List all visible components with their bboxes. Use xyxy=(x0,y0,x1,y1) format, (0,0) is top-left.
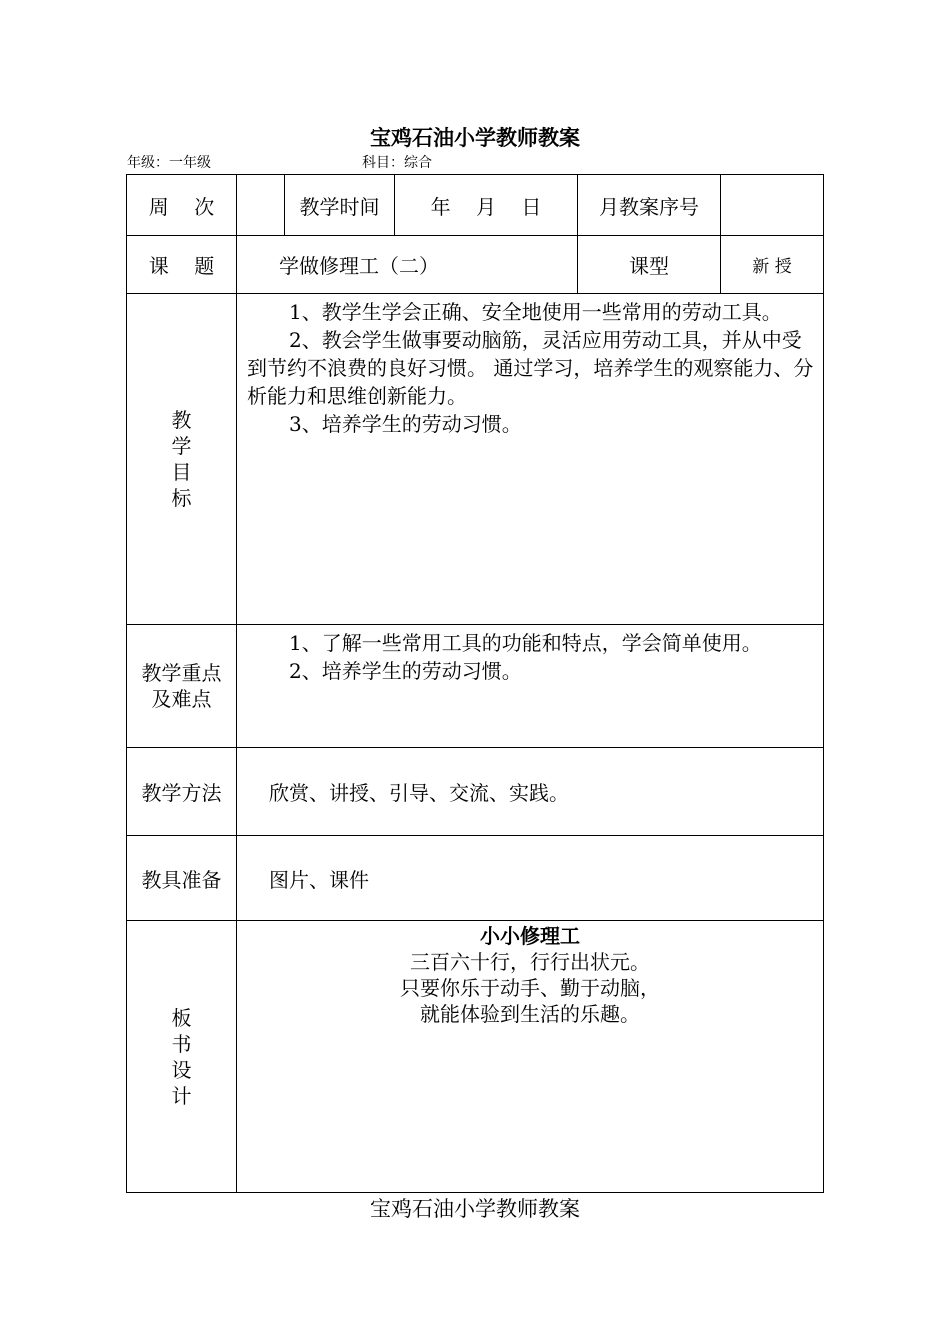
sequence-label: 月教案序号 xyxy=(578,175,721,236)
header-row xyxy=(127,175,824,236)
objectives-content xyxy=(237,294,824,625)
date-field: 年 月 日 xyxy=(395,175,578,236)
methods-value: 欣赏、讲授、引导、交流、实践。 xyxy=(237,748,824,836)
materials-label: 教具准备 xyxy=(127,836,237,921)
key-point-item: 2、培养学生的劳动习惯。 xyxy=(289,659,522,683)
objective-item: 3、培养学生的劳动习惯。 xyxy=(289,412,522,436)
objectives-label: 教 学 目 标 xyxy=(127,294,237,625)
subject-label: 科目：综合 xyxy=(362,155,432,171)
topic-label: 课 题 xyxy=(127,236,237,294)
methods-row xyxy=(127,748,824,836)
board-title: 小小修理工 xyxy=(480,924,580,948)
board-design-content xyxy=(237,921,824,1193)
topic-row xyxy=(127,236,824,294)
board-design-row xyxy=(127,921,824,1193)
page-footer: 宝鸡石油小学教师教案 xyxy=(370,1197,580,1221)
grade-label: 年级：一年级 xyxy=(127,155,211,171)
lesson-plan-table xyxy=(126,174,824,1193)
materials-value: 图片、课件 xyxy=(237,836,824,921)
lesson-type-value: 新 授 xyxy=(721,236,824,294)
lesson-type-label: 课型 xyxy=(578,236,721,294)
board-line: 三百六十行，行行出状元。 xyxy=(410,950,650,974)
objective-item: 2、教会学生做事要动脑筋，灵活应用劳动工具，并从中受到节约不浪费的良好习惯。 通过学习，培养学生的观察能力、分析能力和思维创新能力。 xyxy=(247,328,814,408)
board-line: 只要你乐于动手、勤于动脑， xyxy=(400,976,660,1000)
sequence-value xyxy=(721,175,824,236)
objective-item: 1、教学生学会正确、安全地使用一些常用的劳动工具。 xyxy=(289,300,782,324)
key-points-row xyxy=(127,625,824,748)
key-points-content xyxy=(237,625,824,748)
objectives-row xyxy=(127,294,824,625)
board-design-label: 板 书 设 计 xyxy=(127,921,237,1193)
methods-label: 教学方法 xyxy=(127,748,237,836)
teaching-time-label: 教学时间 xyxy=(285,175,395,236)
key-points-label: 教学重点 及难点 xyxy=(127,625,237,748)
page-title: 宝鸡石油小学教师教案 xyxy=(370,126,580,150)
materials-row xyxy=(127,836,824,921)
topic-value: 学做修理工（二） xyxy=(237,236,578,294)
key-point-item: 1、了解一些常用工具的功能和特点，学会简单使用。 xyxy=(289,631,762,655)
week-value xyxy=(237,175,285,236)
week-label: 周 次 xyxy=(127,175,237,236)
board-line: 就能体验到生活的乐趣。 xyxy=(420,1002,640,1026)
